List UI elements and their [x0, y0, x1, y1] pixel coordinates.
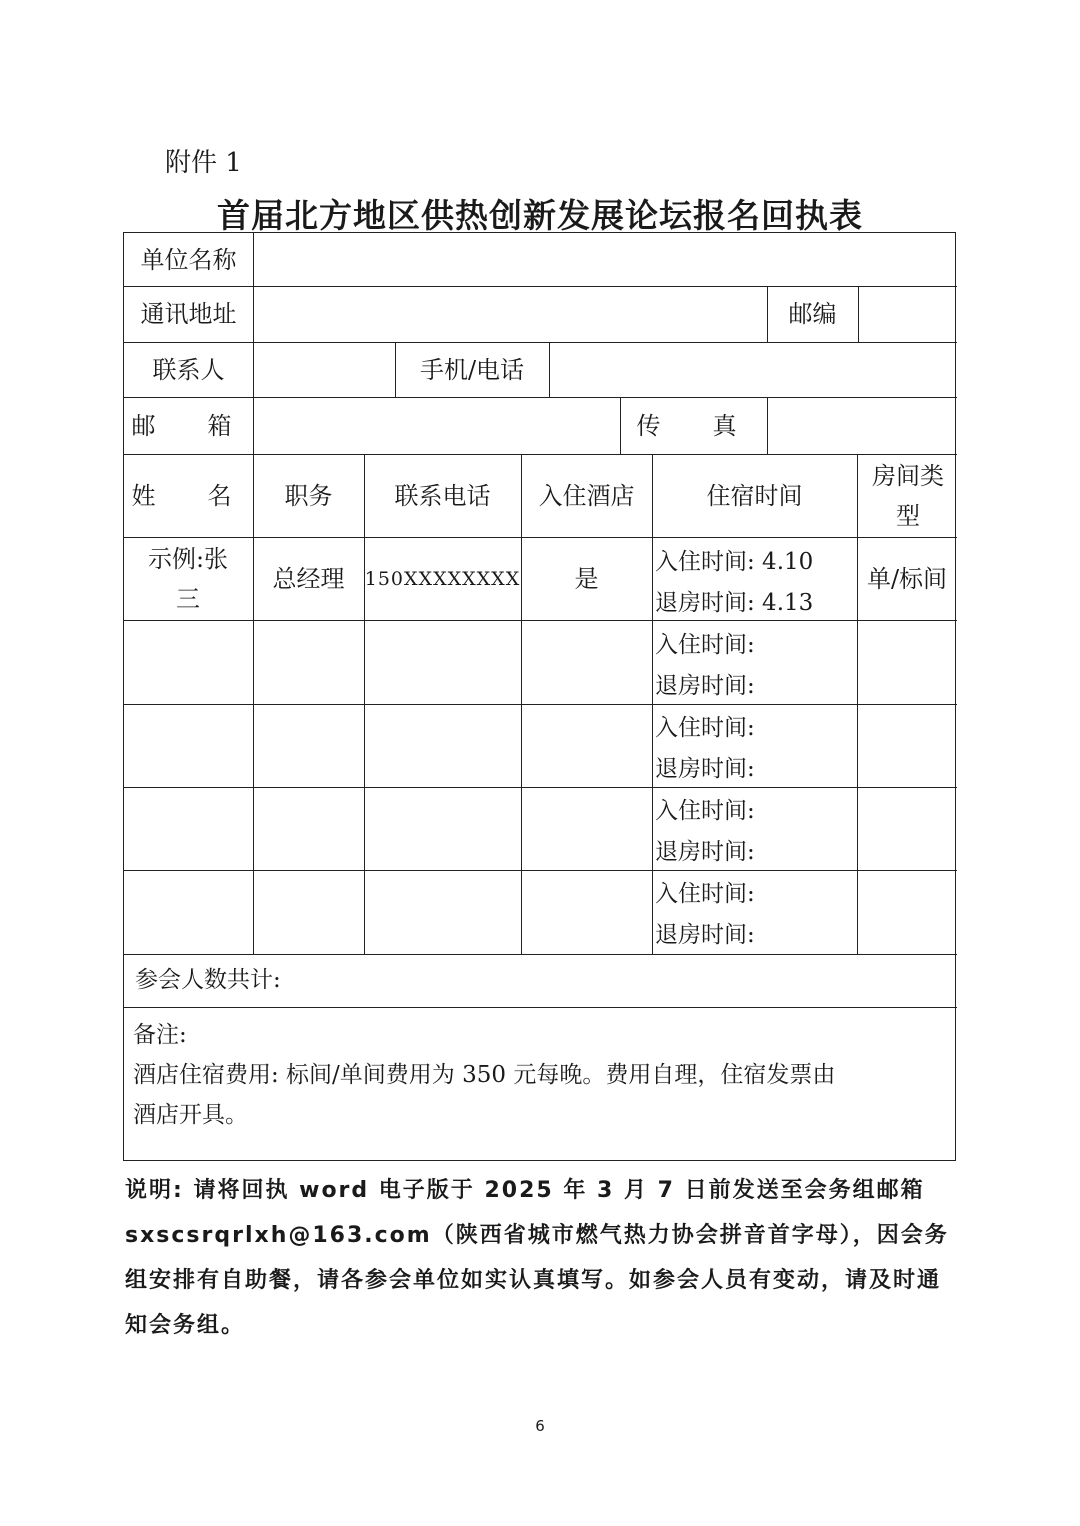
- address-field[interactable]: [254, 286, 767, 342]
- row2-checkin: 入住时间:: [655, 715, 755, 741]
- row1-checkin: 入住时间:: [655, 632, 755, 658]
- example-room-type: 单/标间: [866, 564, 948, 593]
- example-checkout: 退房时间: 4.13: [655, 590, 814, 616]
- page-number: 6: [535, 1417, 545, 1435]
- example-name: 示例:张三: [147, 544, 229, 613]
- row3-checkin: 入住时间:: [655, 798, 755, 824]
- example-checkin: 入住时间: 4.10: [655, 549, 814, 575]
- contact-label: 联系人: [152, 355, 225, 384]
- notes-line-1: 酒店住宿费用: 标间/单间费用为 350 元每晚。费用自理，住宿发票由: [133, 1062, 836, 1088]
- attachment-label: 附件 1: [165, 148, 242, 178]
- header-contact-phone: 联系电话: [394, 481, 491, 510]
- row1-checkout: 退房时间:: [655, 673, 755, 699]
- example-position: 总经理: [272, 564, 345, 593]
- email-label: 邮 箱: [131, 411, 246, 440]
- notes-block: [133, 1015, 933, 1135]
- row4-checkin: 入住时间:: [655, 881, 755, 907]
- header-position: 职务: [284, 481, 333, 510]
- email-field[interactable]: [254, 397, 620, 454]
- postcode-field[interactable]: [859, 286, 957, 342]
- header-stay-time: 住宿时间: [706, 481, 803, 510]
- notes-label: 备注:: [133, 1022, 187, 1048]
- total-attendees-label: 参会人数共计:: [135, 967, 281, 993]
- fax-field[interactable]: [768, 397, 957, 454]
- header-room-type: 房间类型: [872, 461, 944, 530]
- header-hotel: 入住酒店: [538, 481, 635, 510]
- row4-checkout: 退房时间:: [655, 922, 755, 948]
- address-label: 通讯地址: [140, 300, 237, 328]
- phone-field[interactable]: [550, 342, 957, 397]
- form-title: 首届北方地区供热创新发展论坛报名回执表: [217, 196, 863, 235]
- postcode-label: 邮编: [788, 300, 837, 328]
- header-name: 姓 名: [131, 481, 246, 510]
- example-hotel: 是: [574, 564, 599, 593]
- org-name-field[interactable]: [254, 233, 957, 286]
- notes-line-2: 酒店开具。: [133, 1102, 248, 1128]
- phone-label: 手机/电话: [419, 355, 525, 384]
- contact-field[interactable]: [254, 342, 395, 397]
- instructions-note: 说明: 请将回执 word 电子版于 2025 年 3 月 7 日前发送至会务组邮箱 sxscsrqrlxh@163.com（陕西省城市燃气热力协会拼音首字母），因会务组安排有自助餐，请各参会单位如实认真填写。如参会人员有变动，请及时通知会务组。: [125, 1178, 949, 1338]
- fax-label: 传 真: [636, 411, 751, 440]
- org-name-label: 单位名称: [140, 245, 237, 274]
- row3-checkout: 退房时间:: [655, 839, 755, 865]
- row2-checkout: 退房时间:: [655, 756, 755, 782]
- example-phone: 150XXXXXXXX: [364, 567, 521, 590]
